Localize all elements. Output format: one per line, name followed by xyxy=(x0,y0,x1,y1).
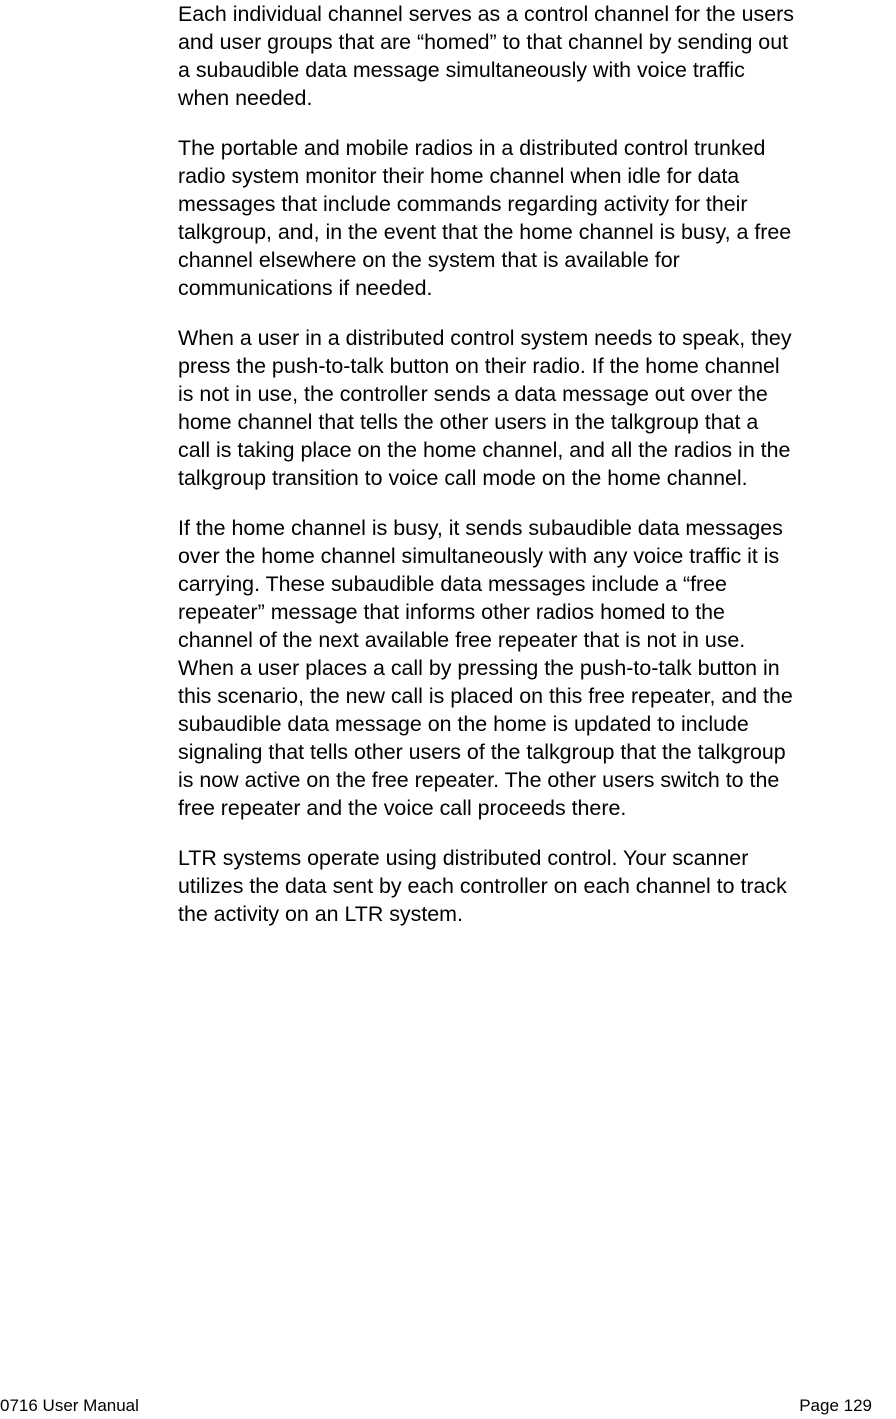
text-line: radio system monitor their home channel when idle for data xyxy=(178,164,740,188)
manual-title: 0716 User Manual xyxy=(0,1396,139,1415)
paragraph-ltr-systems xyxy=(178,844,894,928)
text-line: is now active on the free repeater. The other users switch to the xyxy=(178,768,780,792)
text-line: free repeater and the voice call proceeds there. xyxy=(178,796,627,820)
page-body xyxy=(178,0,894,950)
paragraph-idle-home-call xyxy=(178,324,894,492)
text-line: is not in use, the controller sends a data message out over the xyxy=(178,382,768,406)
text-line: talkgroup transition to voice call mode on the home channel. xyxy=(178,466,748,490)
text-line: signaling that tells other users of the talkgroup that the talkgroup xyxy=(178,740,786,764)
text-line: talkgroup, and, in the event that the home channel is busy, a free xyxy=(178,220,792,244)
text-line: repeater” message that informs other radios homed to the xyxy=(178,600,725,624)
paragraph-busy-home-free-repeater xyxy=(178,514,894,822)
page-number: Page 129 xyxy=(799,1396,872,1415)
text-line: the activity on an LTR system. xyxy=(178,902,463,926)
text-line: channel of the next available free repeater that is not in use. xyxy=(178,628,746,652)
text-line: this scenario, the new call is placed on this free repeater, and the xyxy=(178,684,793,708)
text-line: utilizes the data sent by each controller on each channel to track xyxy=(178,874,787,898)
text-line: when needed. xyxy=(178,86,313,110)
text-line: channel elsewhere on the system that is available for xyxy=(178,248,680,272)
text-line: press the push-to-talk button on their radio. If the home channel xyxy=(178,354,780,378)
text-line: a subaudible data message simultaneously with voice traffic xyxy=(178,58,745,82)
text-line: Each individual channel serves as a control channel for the users xyxy=(178,2,794,26)
text-line: home channel that tells the other users in the talkgroup that a xyxy=(178,410,759,434)
text-line: LTR systems operate using distributed control. Your scanner xyxy=(178,846,749,870)
text-line: messages that include commands regarding activity for their xyxy=(178,192,748,216)
text-line: and user groups that are “homed” to that channel by sending out xyxy=(178,30,789,54)
text-line: subaudible data message on the home is updated to include xyxy=(178,712,749,736)
text-line: When a user places a call by pressing the push-to-talk button in xyxy=(178,656,780,680)
text-line: over the home channel simultaneously with any voice traffic it is xyxy=(178,544,780,568)
paragraph-radio-monitoring xyxy=(178,134,894,302)
paragraph-home-channel-control xyxy=(178,0,894,112)
text-line: call is taking place on the home channel, and all the radios in the xyxy=(178,438,791,462)
text-line: communications if needed. xyxy=(178,276,433,300)
text-line: carrying. These subaudible data messages include a “free xyxy=(178,572,727,596)
text-line: The portable and mobile radios in a distributed control trunked xyxy=(178,136,766,160)
text-line: If the home channel is busy, it sends subaudible data messages xyxy=(178,516,783,540)
page-footer xyxy=(0,1395,896,1417)
text-line: When a user in a distributed control system needs to speak, they xyxy=(178,326,792,350)
